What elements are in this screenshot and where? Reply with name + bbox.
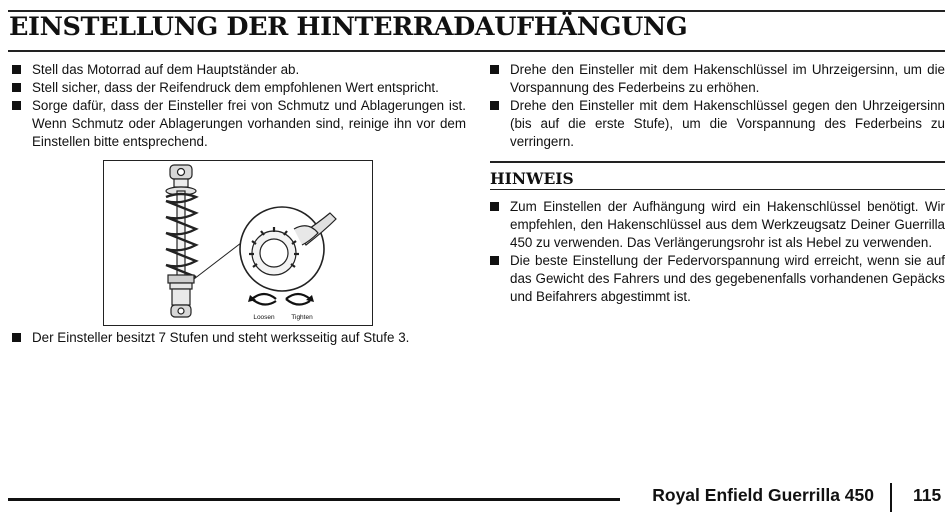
bullet-square-icon bbox=[490, 256, 499, 265]
hinweis-title: HINWEIS bbox=[490, 168, 574, 188]
list-item-text: Stell das Motorrad auf dem Hauptständer ab. bbox=[32, 62, 300, 77]
right-column bbox=[490, 61, 945, 151]
footer-brand: Royal Enfield Guerrilla 450 bbox=[652, 485, 874, 505]
title-rule bbox=[8, 50, 945, 52]
list-item-text: Sorge dafür, dass der Einsteller frei von Schmutz und Ablagerungen ist. Wenn Schmutz oder Ablagerungen vorhanden sind, reinige ihn vor dem Einstellen bitte entsprechend. bbox=[32, 98, 466, 149]
list-item-text: Drehe den Einsteller mit dem Hakenschlüssel gegen den Uhrzeigersinn (bis auf die erste Stufe), um die Vorspannung des Federbeins zu verringern. bbox=[510, 98, 945, 149]
list-item-text: Zum Einstellen der Aufhängung wird ein Hakenschlüssel benötigt. Wir empfehlen, den Hakenschlüssel aus dem Werkzeugsatz Deiner Guerrilla 450 zu verwenden. Das Verlängerungsrohr ist als Hebel zu verwenden. bbox=[510, 199, 945, 250]
left-column bbox=[12, 61, 466, 151]
list-item-text: Drehe den Einsteller mit dem Hakenschlüssel im Uhrzeigersinn, um die Vorspannung des Federbeins zu erhöhen. bbox=[510, 62, 945, 95]
shock-absorber-icon bbox=[166, 165, 196, 317]
hinweis-bottom-rule bbox=[490, 189, 945, 191]
page-number: 115 bbox=[913, 485, 942, 505]
bullet-square-icon bbox=[12, 333, 21, 342]
adjuster-detail-icon bbox=[240, 207, 336, 291]
list-item bbox=[490, 97, 945, 151]
bullet-square-icon bbox=[490, 101, 499, 110]
list-item-text: Stell sicher, dass der Reifendruck dem empfohlenen Wert entspricht. bbox=[32, 80, 439, 95]
bullet-square-icon bbox=[12, 101, 21, 110]
right-bullet-list bbox=[490, 61, 945, 151]
list-item bbox=[490, 61, 945, 97]
loosen-label: Loosen bbox=[253, 314, 275, 321]
list-item-text: Die beste Einstellung der Federvorspannung wird erreicht, wenn sie auf das Gewicht des Fahrers und des gegebenenfalls vorhandenen Gepäcks und Beifahrers abgestimmt ist. bbox=[510, 253, 945, 304]
list-item bbox=[12, 61, 466, 79]
hinweis-bullet-list bbox=[490, 198, 945, 306]
list-item-text: Der Einsteller besitzt 7 Stufen und steht werksseitig auf Stufe 3. bbox=[32, 330, 410, 345]
page-title: EINSTELLUNG DER HINTERRADAUFHÄNGUNG bbox=[9, 12, 688, 42]
list-item bbox=[12, 79, 466, 97]
list-item bbox=[490, 198, 945, 252]
list-item bbox=[12, 329, 466, 347]
left-bullet-list bbox=[12, 61, 466, 151]
list-item bbox=[12, 97, 466, 151]
bullet-square-icon bbox=[490, 202, 499, 211]
bullet-square-icon bbox=[12, 83, 21, 92]
hinweis-box bbox=[490, 161, 945, 306]
left-bottom-list bbox=[12, 329, 466, 347]
bullet-square-icon bbox=[490, 65, 499, 74]
rotation-arrows-icon bbox=[248, 294, 314, 305]
footer-separator bbox=[890, 483, 892, 512]
list-item bbox=[490, 252, 945, 306]
footer-rule bbox=[8, 498, 620, 501]
bullet-square-icon bbox=[12, 65, 21, 74]
shock-absorber-illustration bbox=[103, 160, 373, 326]
left-bottom-note bbox=[12, 329, 466, 347]
tighten-label: Tighten bbox=[291, 314, 313, 321]
